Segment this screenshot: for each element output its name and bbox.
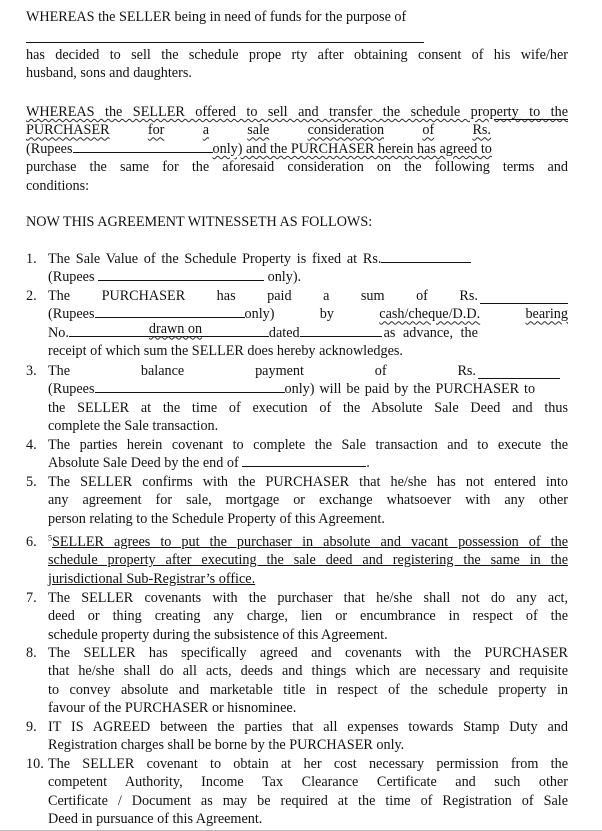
clause-3-line3: the SELLER at the time of execution of the Absolute Sale Deed and thus <box>48 399 568 416</box>
recital-first <box>26 8 568 26</box>
clause-number: 7. <box>26 590 37 606</box>
clause-2-line2: (Rupees only) by cash/cheque/D.D. bearing <box>48 306 568 323</box>
clause-9-line1: IT IS AGREED between the parties that all expenses towards Stamp Duty and <box>48 719 568 735</box>
recital-second <box>26 103 568 195</box>
clause-8-line1: The SELLER has specifically agreed and covenants with the PURCHASER <box>48 645 568 661</box>
clause-2-line1: The PURCHASER has paid a sum of Rs. <box>48 288 478 304</box>
clause-9-line2: Registration charges shall be borne by the PURCHASER only. <box>48 737 405 754</box>
recital-second-line2: PURCHASER for a sale consideration of Rs. <box>26 122 491 139</box>
clause-body <box>48 644 568 718</box>
recital-second-line1: WHEREAS the SELLER offered to sell and transfer the schedule property to the <box>26 104 568 120</box>
witnesseth-heading <box>26 213 568 231</box>
clause-5-line1: The SELLER confirms with the PURCHASER that he/she has not entered into <box>48 474 568 490</box>
sale-value-amount-blank[interactable] <box>381 250 471 263</box>
recital-second-line5: conditions: <box>26 177 90 194</box>
consideration-amount-blank[interactable] <box>494 107 568 120</box>
recital-first-line3: husband, sons and daughters. <box>26 65 192 82</box>
clause-8-line2: that he/she shall do all acts, deeds and things which are necessary and requisite <box>48 663 568 680</box>
clause-body <box>48 473 568 528</box>
drawn-on-blank-a[interactable]: drawn on <box>121 324 193 337</box>
clause-body <box>48 436 568 473</box>
clause-body <box>48 718 568 755</box>
advance-amount-blank[interactable] <box>480 291 568 304</box>
clause-4-line1: The parties herein covenant to complete the Sale transaction and to execute the <box>48 437 568 453</box>
recital-second-line4: purchase the same for the aforesaid consideration on the following terms and <box>26 159 568 176</box>
clause-10-line1: The SELLER covenant to obtain at her cost necessary permission from the <box>48 756 568 772</box>
clause-body <box>48 362 568 436</box>
clause-7-line2: deed or thing creating any charge, lien or encumbrance in respect of the <box>48 608 568 625</box>
clause-number: 3. <box>26 363 37 379</box>
drawn-on-blank[interactable] <box>193 324 269 337</box>
clause-8-line3: to convey absolute and marketable title in respect of the schedule property in <box>48 681 568 698</box>
clause-5-line2: any agreement for sale, mortgage or exchange whatsoever with any other <box>48 492 568 509</box>
clause-10-line4: Deed in pursuance of this Agreement. <box>48 811 263 828</box>
clause-number: 4. <box>26 437 37 453</box>
clause-6-line3: jurisdictional Sub-Registrar’s office. <box>48 570 256 587</box>
recital-first-cont <box>26 46 568 83</box>
clause-body <box>48 755 568 829</box>
clause-2-line3: No. drawn on dated as advance, the <box>48 321 478 341</box>
balance-amount-blank[interactable] <box>478 366 560 379</box>
clause-body <box>48 589 568 644</box>
clause-8-line4: favour of the PURCHASER or hisnominee. <box>48 700 297 717</box>
recital-first-line1: WHEREAS the SELLER being in need of funds for the purpose of <box>26 9 407 25</box>
clause-1-line2: (Rupees only). <box>48 269 302 286</box>
witnesseth-heading-text: NOW THIS AGREEMENT WITNESSETH AS FOLLOWS: <box>26 214 373 230</box>
clause-3-line2: (Rupees only) will be paid by the PURCHASER to <box>48 381 536 398</box>
clause-number: 9. <box>26 719 37 735</box>
advance-words-blank[interactable] <box>95 305 245 318</box>
footnote-marker: 5 <box>48 533 52 543</box>
clause-body <box>48 250 568 287</box>
clause-3-line4: complete the Sale transaction. <box>48 418 219 435</box>
clause-number: 8. <box>26 645 37 661</box>
clause-10-line2: competent Authority, Income Tax Clearance Certificate and such other <box>48 774 568 791</box>
end-date-blank[interactable] <box>242 454 366 467</box>
clause-6-line1: $^5$SELLER agrees to put the purchaser in absolute and vacant possession of the <box>48 533 568 550</box>
dated-blank[interactable] <box>300 324 382 337</box>
clause-1-line1: The Sale Value of the Schedule Property is fixed at Rs. <box>48 250 568 268</box>
clause-2-line4: receipt of which sum the SELLER does hereby acknowledges. <box>48 343 403 360</box>
purpose-blank-line <box>26 42 424 43</box>
clause-number: 10. <box>26 756 44 772</box>
recital-first-line2: has decided to sell the schedule prope rty after obtaining consent of his wife/her <box>26 47 568 63</box>
clause-body <box>48 533 568 588</box>
clause-7-line1: The SELLER covenants with the purchaser that he/she shall not do any act, <box>48 590 568 606</box>
clause-body <box>48 287 568 361</box>
balance-words-blank[interactable] <box>95 380 285 393</box>
clause-3-line1: The balance payment of Rs. <box>48 363 476 379</box>
clause-number: 5. <box>26 474 37 490</box>
clause-10-line3: Certificate / Document as may be required at the time of Registration of Sale <box>48 792 568 809</box>
clause-number: 1. <box>26 251 37 267</box>
clause-4-line2: Absolute Sale Deed by the end of . <box>48 455 370 472</box>
consideration-words-blank[interactable] <box>73 140 213 153</box>
clause-5-line3: person relating to the Schedule Property of this Agreement. <box>48 510 385 527</box>
clause-number: 2. <box>26 288 37 304</box>
cheque-number-blank[interactable] <box>69 324 121 337</box>
recital-second-line3: (Rupees only) and the PURCHASER herein has agreed to <box>26 140 492 157</box>
clause-7-line3: schedule property during the subsistence of this Agreement. <box>48 626 388 643</box>
sale-value-words-blank[interactable] <box>98 268 264 281</box>
clause-6-line2: schedule property after executing the sale deed and registering the same in the <box>48 552 568 569</box>
clause-number: 6. <box>26 534 37 550</box>
